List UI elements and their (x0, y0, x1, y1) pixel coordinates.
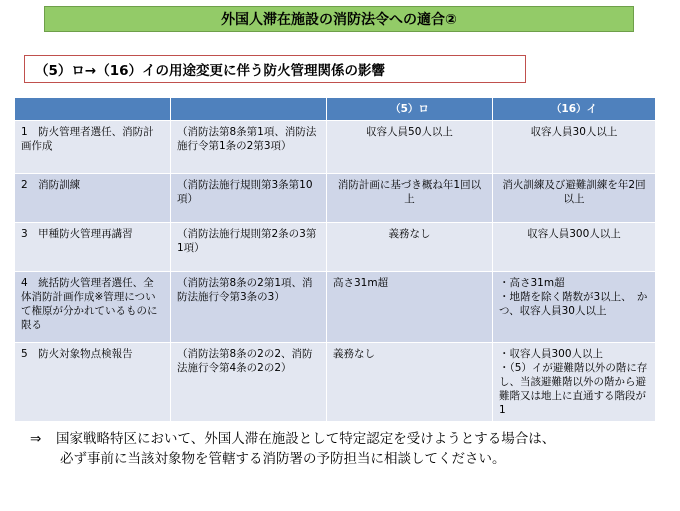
row-5ro-value: 義務なし (327, 223, 492, 271)
row-16i-line: 収容人員30人以上 (530, 126, 618, 138)
row-16i-line: 消火訓練及び避難訓練を年2回以上 (502, 179, 646, 205)
table-row (15, 121, 655, 173)
row-item: 4 統括防火管理者選任、全体消防計画作成※管理について権原が分かれているものに限る (15, 272, 170, 342)
footer-note (30, 429, 660, 469)
table-row (15, 174, 655, 222)
row-16i-line: 収容人員300人以上 (527, 228, 621, 240)
footer-line-1 (30, 429, 660, 449)
row-5ro-value: 義務なし (327, 343, 492, 421)
footer-line-2: 必ず事前に当該対象物を管轄する消防署の予防担当に相談してください。 (60, 451, 506, 467)
row-16i-value (493, 174, 655, 222)
table-row (15, 343, 655, 421)
row-16i-line: ・地階を除く階数が3以上、 かつ、収容人員30人以上 (499, 291, 648, 317)
fire-management-table (14, 97, 656, 422)
row-5ro-value: 消防計画に基づき概ね年1回以上 (327, 174, 492, 222)
row-5ro-value: 収容人員50人以上 (327, 121, 492, 173)
row-16i-value (493, 272, 655, 342)
header-16i: （16）イ (493, 98, 655, 120)
row-item: 1 防火管理者選任、消防計画作成 (15, 121, 170, 173)
row-16i-line: ・収容人員300人以上 (499, 348, 604, 360)
header-item (15, 98, 170, 120)
row-16i-value (493, 343, 655, 421)
row-law: （消防法第8条の2の2、消防法施行令第4条の2の2） (171, 343, 326, 421)
table-row (15, 223, 655, 271)
page-title: 外国人滞在施設の消防法令への適合② (44, 6, 634, 32)
section-subtitle: （5）ロ→（16）イの用途変更に伴う防火管理関係の影響 (24, 55, 526, 83)
arrow-icon: ⇒ (30, 431, 42, 447)
footer-line-1-text: 国家戦略特区において、外国人滞在施設として特定認定を受けようとする場合は、 (56, 431, 556, 447)
row-16i-value (493, 223, 655, 271)
row-law: （消防法施行規則第2条の3第1項） (171, 223, 326, 271)
row-law: （消防法第8条第1項、消防法施行令第1条の2第3項） (171, 121, 326, 173)
header-law (171, 98, 326, 120)
row-law: （消防法第8条の2第1項、消防法施行令第3条の3） (171, 272, 326, 342)
row-5ro-value: 高さ31m超 (327, 272, 492, 342)
table-row (15, 272, 655, 342)
table-header-row (15, 98, 655, 120)
row-law: （消防法施行規則第3条第10項） (171, 174, 326, 222)
row-item: 2 消防訓練 (15, 174, 170, 222)
row-16i-line: ・（5）イが避難階以外の階に存し、当該避難階以外の階から避難階又は地上に直通する階段が1 (499, 362, 648, 416)
row-item: 5 防火対象物点検報告 (15, 343, 170, 421)
row-item: 3 甲種防火管理再講習 (15, 223, 170, 271)
row-16i-line: ・高さ31m超 (499, 277, 565, 289)
header-5ro: （5）ロ (327, 98, 492, 120)
row-16i-value (493, 121, 655, 173)
